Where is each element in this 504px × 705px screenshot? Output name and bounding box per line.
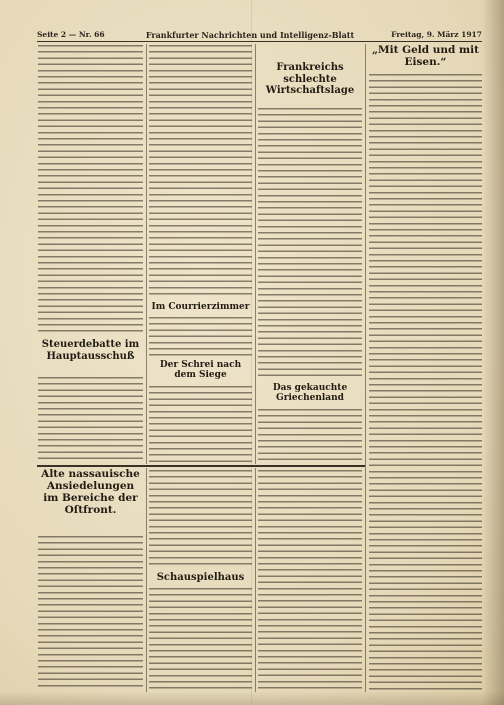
column-text — [258, 409, 362, 462]
column-rule — [146, 468, 147, 692]
column-text — [38, 377, 143, 462]
headline-ansiedelungen: Alte nassauische Ansiedelungen im Bereiche der Oſtfront. — [41, 468, 140, 517]
column-rule — [365, 44, 366, 692]
headline-schauspielhaus: Schauspielhaus — [156, 572, 245, 583]
headline-geld-eisen: „Mit Geld und mit Eisen.“ — [371, 44, 479, 69]
column-text — [149, 386, 252, 462]
headline-griechenland: Das gekauchte Griechenland — [272, 383, 348, 404]
column-rule — [255, 44, 256, 464]
column-rule — [255, 468, 256, 692]
column-text — [38, 536, 143, 690]
column-text — [149, 45, 252, 298]
column-rule — [146, 44, 147, 464]
column-text — [149, 588, 252, 690]
issue-date: Freitag, 9. März 1917 — [391, 30, 482, 39]
headline-courrier: Im Courrierzimmer — [151, 302, 250, 312]
headline-steuerdebatte: Steuerdebatte im Hauptausschuß — [41, 339, 140, 362]
page-number: Seite 2 — Nr. 66 — [37, 30, 105, 39]
column-text — [149, 317, 252, 357]
headline-frankreich: Frankreichs schlechte Wirtschaftslage — [265, 62, 355, 96]
section-rule — [37, 465, 365, 467]
column-text — [369, 74, 482, 690]
column-text — [149, 470, 252, 568]
masthead: Frankfurter Nachrichten und Intelligenz-Blatt — [145, 30, 355, 40]
column-text — [258, 108, 362, 380]
column-text — [258, 470, 362, 690]
header-rule — [37, 41, 482, 42]
column-text — [38, 45, 143, 335]
headline-schrei: Der Schrei nach dem Siege — [159, 360, 242, 381]
